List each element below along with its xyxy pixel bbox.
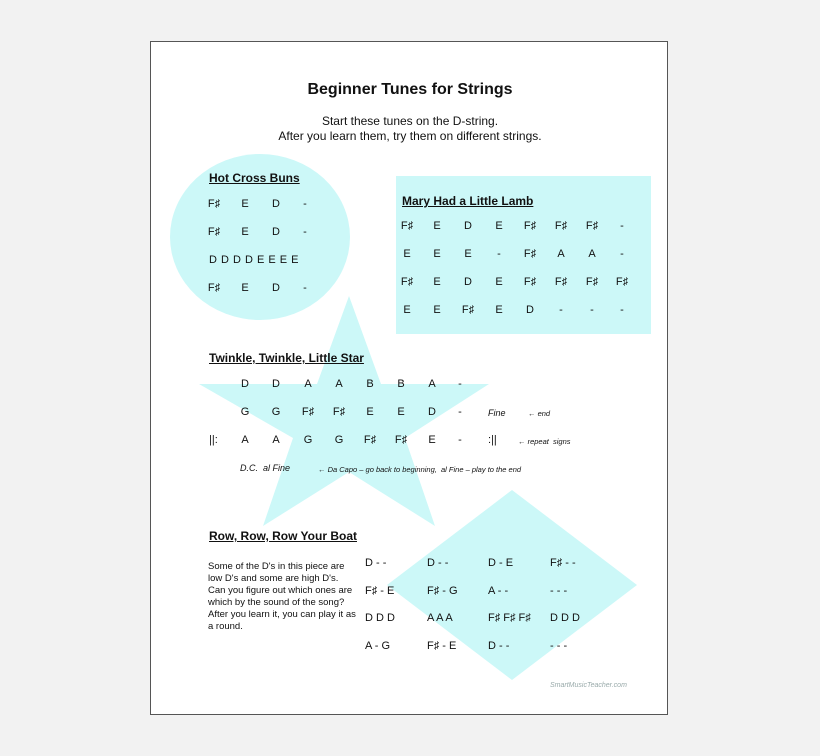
note: F♯ — [585, 276, 599, 288]
subtitle-line-2: After you learn them, try them on different strings. — [278, 129, 542, 143]
page-title: Beginner Tunes for Strings — [307, 81, 513, 98]
note-group: A - - — [488, 585, 509, 597]
fine-label: Fine — [488, 408, 506, 418]
note-group: F♯ - G — [427, 585, 458, 597]
footer-credit: SmartMusicTeacher.com — [550, 682, 627, 689]
note-group: A - G — [365, 640, 391, 652]
note: - — [590, 304, 594, 316]
note: F♯ — [332, 406, 346, 418]
note: G — [303, 434, 313, 446]
note: - — [458, 378, 462, 390]
note: B — [397, 378, 405, 390]
note-group: D D D — [550, 612, 580, 624]
note: - — [303, 198, 307, 210]
note: F♯ — [400, 276, 414, 288]
note: - — [620, 220, 624, 232]
note: F♯ — [363, 434, 377, 446]
note: F♯ — [523, 220, 537, 232]
note: D — [272, 378, 280, 390]
repeat-start: ||: — [209, 434, 218, 446]
note: D — [272, 198, 280, 210]
note: F♯ — [615, 276, 629, 288]
note: F♯ — [301, 406, 315, 418]
note: A — [304, 378, 312, 390]
note: E — [366, 406, 374, 418]
note-group: D - - — [488, 640, 510, 652]
repeat-end: :|| — [488, 434, 497, 446]
note-group: F♯ - - — [550, 557, 576, 569]
note-group: D - - — [427, 557, 449, 569]
note: E — [495, 276, 503, 288]
note: A — [272, 434, 280, 446]
note: E — [241, 198, 249, 210]
note: E — [397, 406, 405, 418]
note-group: F♯ - E — [427, 640, 457, 652]
note: - — [559, 304, 563, 316]
note: F♯ — [394, 434, 408, 446]
note: D — [428, 406, 436, 418]
note: D — [464, 220, 472, 232]
note: D — [526, 304, 534, 316]
note: A — [335, 378, 343, 390]
note: A — [428, 378, 436, 390]
mary-heading: Mary Had a Little Lamb — [402, 194, 534, 208]
twinkle-heading: Twinkle, Twinkle, Little Star — [209, 351, 364, 365]
note: D — [464, 276, 472, 288]
note: E — [433, 220, 441, 232]
note: - — [303, 282, 307, 294]
dc-note: ← Da Capo – go back to beginning, al Fine – play to the end — [318, 465, 522, 474]
note: F♯ — [585, 220, 599, 232]
note: F♯ — [554, 276, 568, 288]
note: - — [620, 304, 624, 316]
row-boat-paragraph: Some of the D's in this piece are low D's and some are high D's. Can you figure out which ones are which by the sound of the song? After you learn it, you can play it as a round. — [208, 561, 356, 632]
hot-cross-buns-heading: Hot Cross Buns — [209, 171, 300, 185]
note: D — [272, 226, 280, 238]
note: G — [334, 434, 344, 446]
note: A — [588, 248, 596, 260]
note: F♯ — [461, 304, 475, 316]
note-group: F♯ - E — [365, 585, 395, 597]
note: G — [240, 406, 250, 418]
note: E — [428, 434, 436, 446]
note: E — [464, 248, 472, 260]
note: E — [403, 304, 411, 316]
note: E — [495, 304, 503, 316]
note-group: D D D — [365, 612, 395, 624]
note: F♯ — [554, 220, 568, 232]
note: E — [403, 248, 411, 260]
fine-note: ← end — [528, 409, 551, 418]
note: - — [620, 248, 624, 260]
note: D — [241, 378, 249, 390]
note: F♯ — [207, 198, 221, 210]
note: F♯ — [523, 248, 537, 260]
note: A — [557, 248, 565, 260]
row-boat-heading: Row, Row, Row Your Boat — [209, 529, 357, 543]
note-group: - - - — [550, 640, 568, 652]
note: B — [366, 378, 374, 390]
note: F♯ — [207, 282, 221, 294]
note: F♯ — [207, 226, 221, 238]
note: E — [241, 226, 249, 238]
note: E — [495, 220, 503, 232]
note-group: F♯ F♯ F♯ — [488, 612, 531, 624]
note: E — [433, 276, 441, 288]
dc-al-fine: D.C. al Fine — [240, 463, 291, 473]
note-group: - - - — [550, 585, 568, 597]
note: - — [497, 248, 501, 260]
repeat-note: ← repeat signs — [518, 437, 571, 446]
note: F♯ — [400, 220, 414, 232]
note-group: A A A — [427, 612, 453, 624]
note: F♯ — [523, 276, 537, 288]
note-run: D D D D E E E E — [209, 254, 299, 266]
note: - — [458, 434, 462, 446]
note: - — [303, 226, 307, 238]
note: D — [272, 282, 280, 294]
worksheet-page — [150, 41, 668, 715]
note: E — [433, 248, 441, 260]
note: A — [241, 434, 249, 446]
note-group: D - E — [488, 557, 514, 569]
note: E — [241, 282, 249, 294]
subtitle-line-1: Start these tunes on the D-string. — [321, 114, 499, 128]
note-group: D - - — [365, 557, 387, 569]
note: G — [271, 406, 281, 418]
note: E — [433, 304, 441, 316]
diamond-shape — [387, 490, 637, 680]
note: - — [458, 406, 462, 418]
